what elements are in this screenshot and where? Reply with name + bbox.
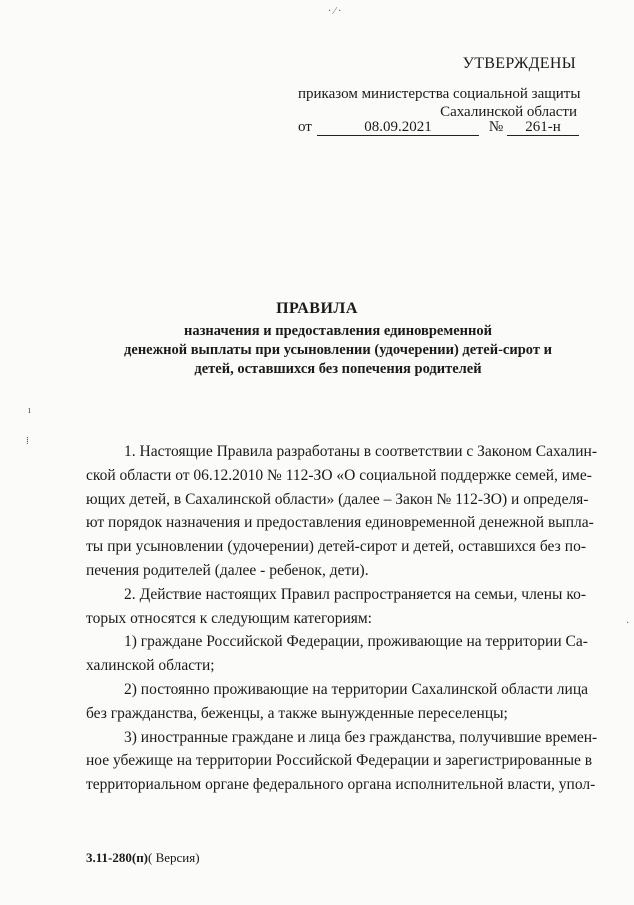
- body-line: 2) постоянно проживающие на территории Сахалинской области лица: [124, 680, 589, 698]
- body-line: ное убежище на территории Российской Федерации и зарегистрированные в: [86, 752, 593, 770]
- body-line: ской области от 06.12.2010 № 112-ЗО «О социальной поддержке семей, име-: [86, 466, 592, 484]
- approval-date: 08.09.2021: [317, 119, 479, 136]
- approval-from-label: от: [298, 119, 312, 135]
- approval-order-line: приказом министерства социальной защиты: [298, 86, 581, 102]
- subtitle-line: детей, оставшихся без попечения родителей: [194, 361, 482, 377]
- body-line: 2. Действие настоящих Правил распространяется на семьи, члены ко-: [124, 585, 586, 603]
- footer-code: 3.11-280(п): [86, 850, 149, 865]
- body-line: ты при усыновлении (удочерении) детей-сирот и детей, оставшихся без по-: [86, 538, 586, 556]
- subtitle-line: денежной выплаты при усыновлении (удочерении) детей-сирот и: [124, 342, 552, 358]
- body-line: ют порядок назначения и предоставления единовременной денежной выпла-: [86, 514, 594, 532]
- document-body: [86, 440, 598, 797]
- body-line: 1) граждане Российской Федерации, проживающие на территории Са-: [124, 633, 588, 651]
- body-line: без гражданства, беженцы, а также вынужденные переселенцы;: [86, 704, 508, 722]
- document-title: ПРАВИЛА: [276, 300, 358, 317]
- body-line: территориальном органе федерального органа исполнительной власти, упол-: [86, 776, 596, 794]
- subtitle-line: назначения и предоставления единовременной: [184, 323, 492, 339]
- scan-artifact: · ⁄ ·: [328, 6, 342, 17]
- approval-number: 261-н: [507, 119, 579, 136]
- document-subtitle: [118, 322, 558, 379]
- body-line: 3) иностранные граждане и лица без гражданства, получившие времен-: [124, 728, 598, 746]
- footer-version: ( Версия): [148, 850, 200, 865]
- approval-title: УТВЕРЖДЕНЫ: [462, 55, 576, 72]
- approval-date-number-line: [298, 119, 584, 136]
- document-footer: [86, 850, 200, 866]
- body-line: халинской области;: [86, 657, 215, 675]
- body-line: торых относятся к следующим категориям:: [86, 609, 372, 627]
- approval-region-line: Сахалинской области: [440, 104, 577, 120]
- scan-artifact: ·: [626, 618, 630, 629]
- body-line: 1. Настоящие Правила разработаны в соответствии с Законом Сахалин-: [124, 443, 597, 460]
- body-line: печения родителей (далее - ребенок, дети).: [86, 561, 369, 579]
- scan-artifact: ⁞: [26, 436, 29, 447]
- approval-number-label: №: [488, 119, 504, 135]
- scan-artifact: ı: [28, 405, 31, 416]
- body-line: ющих детей, в Сахалинской области» (далее – Закон № 112-ЗО) и определя-: [86, 490, 589, 508]
